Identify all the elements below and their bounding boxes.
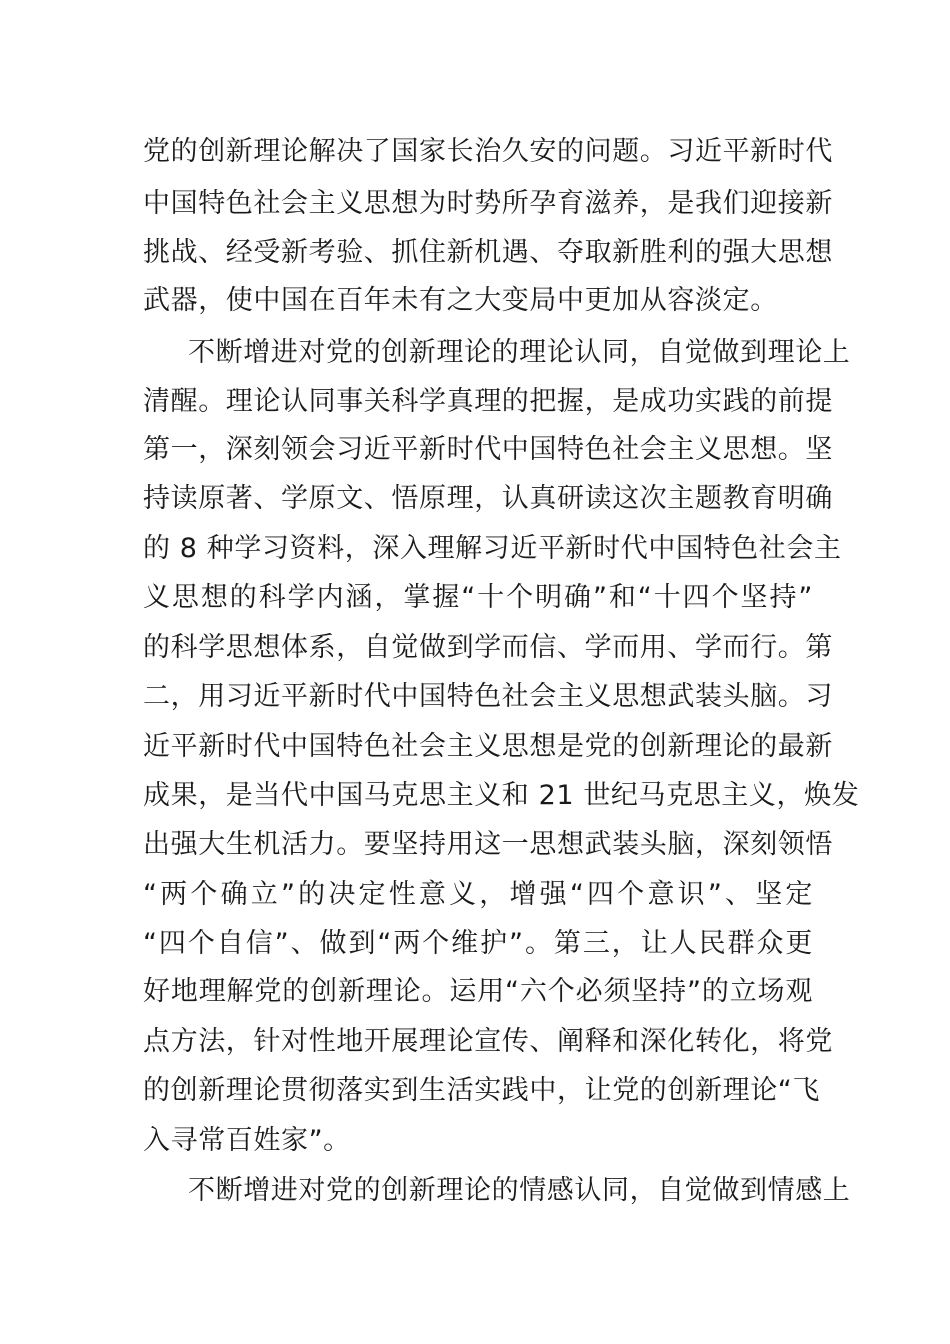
text-line: 清醒。理论认同事关科学真理的把握，是成功实践的前提 — [143, 386, 833, 417]
text-line: 入寻常百姓家”。 — [143, 1125, 351, 1156]
text-line: 不断增进对党的创新理论的理论认同，自觉做到理论上 — [188, 337, 851, 368]
text-line: 武器，使中国在百年未有之大变局中更加从容淡定。 — [143, 285, 778, 316]
text-line: 第一，深刻领会习近平新时代中国特色社会主义思想。坚 — [143, 434, 833, 465]
text-line: 义思想的科学内涵，掌握“十个明确”和“十四个坚持” — [143, 582, 813, 613]
text-line: 持读原著、学原文、悟原理，认真研读这次主题教育明确 — [143, 483, 833, 514]
text-line: 出强大生机活力。要坚持用这一思想武装头脑，深刻领悟 — [143, 829, 833, 860]
text-line: 二，用习近平新时代中国特色社会主义思想武装头脑。习 — [143, 681, 833, 712]
text-line: 成果，是当代中国马克思主义和 21 世纪马克思主义，焕发 — [143, 780, 860, 811]
text-line: 近平新时代中国特色社会主义思想是党的创新理论的最新 — [143, 731, 833, 762]
text-line: 挑战、经受新考验、抓住新机遇、夺取新胜利的强大思想 — [143, 237, 833, 268]
text-line: 的 8 种学习资料，深入理解习近平新时代中国特色社会主 — [143, 533, 842, 564]
text-line: 的创新理论贯彻落实到生活实践中，让党的创新理论“飞 — [143, 1075, 820, 1106]
text-line: 不断增进对党的创新理论的情感认同，自觉做到情感上 — [188, 1175, 851, 1206]
text-line: 点方法，针对性地开展理论宣传、阐释和深化转化，将党 — [143, 1026, 833, 1057]
text-line: 中国特色社会主义思想为时势所孕育滋养，是我们迎接新 — [143, 188, 833, 219]
text-line: “四个自信”、做到“两个维护”。第三，让人民群众更 — [143, 928, 813, 959]
text-line: 好地理解党的创新理论。运用“六个必须坚持”的立场观 — [143, 976, 813, 1007]
text-line: 党的创新理论解决了国家长治久安的问题。习近平新时代 — [143, 136, 833, 167]
text-line: 的科学思想体系，自觉做到学而信、学而用、学而行。第 — [143, 632, 833, 663]
text-line: “两个确立”的决定性意义，增强“四个意识”、坚定 — [143, 879, 813, 910]
